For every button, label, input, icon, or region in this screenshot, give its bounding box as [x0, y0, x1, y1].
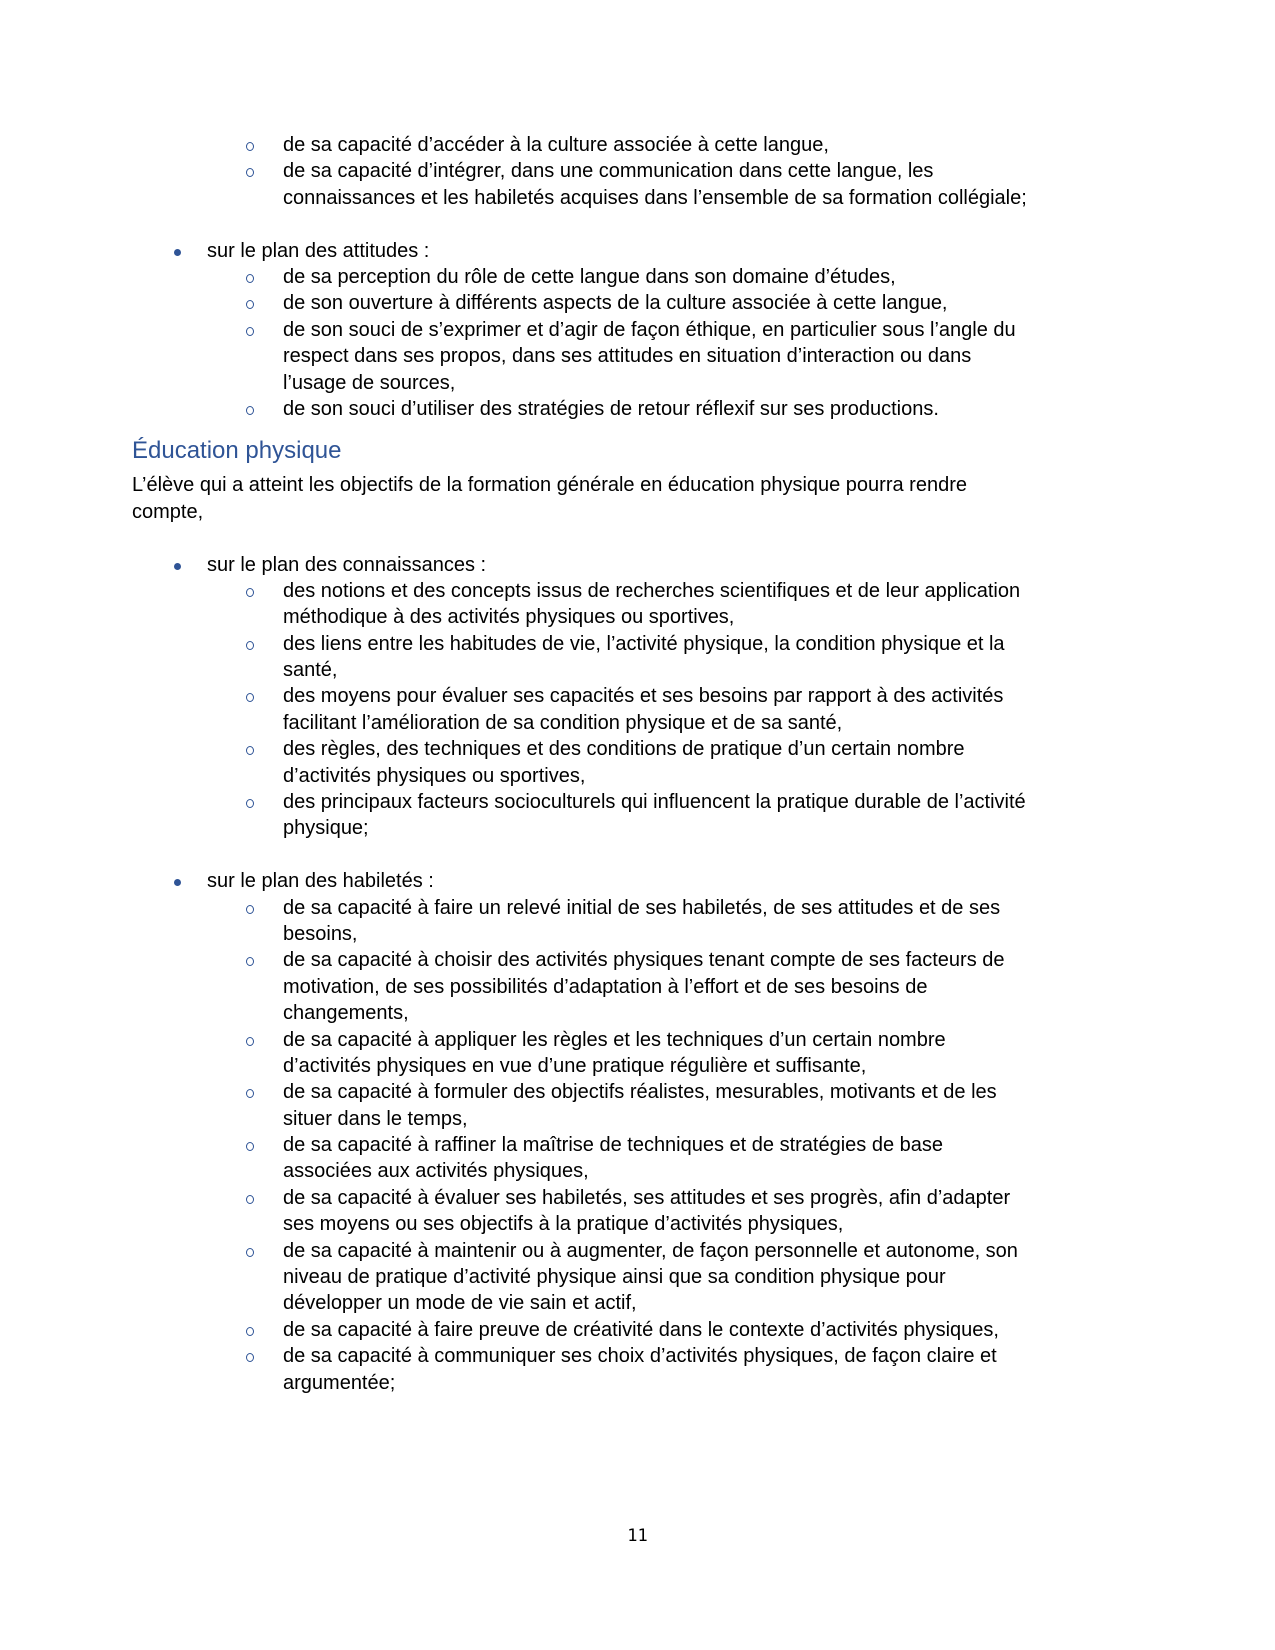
list-item-text: motivation, de ses possibilités d’adaptation à l’effort et de ses besoins de [283, 975, 928, 998]
list-item-line [132, 789, 1132, 815]
continuation-sublist [132, 132, 1132, 211]
bullet-dot-icon [174, 879, 181, 886]
list-item-text: des moyens pour évaluer ses capacités et ses besoins par rapport à des activités [283, 685, 1004, 708]
connaissances-bullet [132, 552, 1132, 578]
list-item-line [132, 132, 1132, 158]
bullet-circle-icon [246, 693, 254, 702]
attitudes-label: sur le plan des attitudes : [207, 239, 430, 262]
list-item-text: de son ouverture à différents aspects de la culture associée à cette langue, [283, 292, 948, 315]
list-item-line [132, 974, 1132, 1000]
section-intro [132, 472, 1132, 525]
section-heading: Éducation physique [132, 437, 342, 465]
list-item-text: besoins, [283, 922, 358, 945]
list-item-line [132, 1000, 1132, 1026]
bullet-circle-icon [246, 1037, 254, 1046]
list-item-text: respect dans ses propos, dans ses attitudes en situation d’interaction ou dans [283, 345, 972, 368]
list-item-text: physique; [283, 817, 369, 840]
list-item-line [132, 1106, 1132, 1132]
list-item-text: niveau de pratique d’activité physique ainsi que sa condition physique pour [283, 1266, 946, 1289]
bullet-circle-icon [246, 1089, 254, 1098]
list-item-line [132, 1238, 1132, 1264]
list-item-text: ses moyens ou ses objectifs à la pratique d’activités physiques, [283, 1213, 844, 1236]
bullet-circle-icon [246, 168, 254, 177]
list-item-text: l’usage de sources, [283, 371, 456, 394]
bullet-circle-icon [246, 1248, 254, 1257]
list-item-text: de sa capacité à faire un relevé initial de ses habiletés, de ses attitudes et de ses [283, 896, 1001, 919]
list-item-line [132, 185, 1132, 211]
list-item-line [132, 370, 1132, 396]
bullet-circle-icon [246, 588, 254, 597]
list-item-text: de sa capacité à maintenir ou à augmenter, de façon personnelle et autonome, son [283, 1239, 1018, 1262]
list-item-text: de sa perception du rôle de cette langue dans son domaine d’études, [283, 265, 896, 288]
list-item-line [132, 815, 1132, 841]
list-item-text: de sa capacité à formuler des objectifs réalistes, mesurables, motivants et de les [283, 1081, 997, 1104]
list-item-text: d’activités physiques ou sportives, [283, 764, 586, 787]
list-item-line [132, 763, 1132, 789]
list-item-line [132, 1158, 1132, 1184]
list-item-text: changements, [283, 1002, 409, 1025]
list-item-text: des principaux facteurs socioculturels qui influencent la pratique durable de l’activité [283, 791, 1026, 814]
bullet-circle-icon [246, 746, 254, 755]
list-item-line [132, 1185, 1132, 1211]
bullet-circle-icon [246, 641, 254, 650]
list-item-text: développer un mode de vie sain et actif, [283, 1292, 637, 1315]
list-item-text: facilitant l’amélioration de sa condition physique et de sa santé, [283, 711, 843, 734]
list-item-text: de sa capacité à choisir des activités physiques tenant compte de ses facteurs de [283, 949, 1005, 972]
bullet-circle-icon [246, 327, 254, 336]
list-item-line [132, 1211, 1132, 1237]
list-item-text: de sa capacité à appliquer les règles et les techniques d’un certain nombre [283, 1028, 946, 1051]
list-item-text: argumentée; [283, 1371, 396, 1394]
list-item-line [132, 1317, 1132, 1343]
list-item-text: des liens entre les habitudes de vie, l’activité physique, la condition physique et la [283, 632, 1005, 655]
intro-line: L’élève qui a atteint les objectifs de la formation générale en éducation physique pourra rendre [132, 474, 967, 497]
list-item-line [132, 1132, 1132, 1158]
list-item-line [132, 290, 1132, 316]
list-item-text: de son souci d’utiliser des stratégies de retour réflexif sur ses productions. [283, 397, 939, 420]
bullet-circle-icon [246, 905, 254, 914]
list-item-line [132, 1027, 1132, 1053]
list-item-line [132, 317, 1132, 343]
list-item-line [132, 947, 1132, 973]
list-item-text: de sa capacité d’intégrer, dans une communication dans cette langue, les [283, 160, 934, 183]
habiletes-sublist [132, 895, 1132, 1396]
list-item-text: de sa capacité à faire preuve de créativité dans le contexte d’activités physiques, [283, 1318, 999, 1341]
bullet-circle-icon [246, 274, 254, 283]
list-item-line [132, 1079, 1132, 1105]
list-item-line [132, 264, 1132, 290]
list-item-line [132, 657, 1132, 683]
list-item-line [132, 1370, 1132, 1396]
bullet-circle-icon [246, 1327, 254, 1336]
list-item-line [132, 710, 1132, 736]
list-item-line [132, 343, 1132, 369]
list-item-text: des notions et des concepts issus de recherches scientifiques et de leur application [283, 579, 1021, 602]
list-item-line [132, 683, 1132, 709]
page-number: 11 [627, 1526, 648, 1546]
bullet-circle-icon [246, 406, 254, 415]
list-item-text: méthodique à des activités physiques ou sportives, [283, 606, 735, 629]
page-content [132, 132, 1132, 1396]
attitudes-bullet [132, 238, 1132, 264]
list-item-line [132, 396, 1132, 422]
attitudes-sublist [132, 264, 1132, 422]
list-item-line [132, 1290, 1132, 1316]
intro-line: compte, [132, 500, 204, 523]
list-item-line [132, 631, 1132, 657]
bullet-circle-icon [246, 1195, 254, 1204]
bullet-circle-icon [246, 957, 254, 966]
connaissances-sublist [132, 578, 1132, 842]
list-item-text: des règles, des techniques et des conditions de pratique d’un certain nombre [283, 738, 965, 761]
list-item-line [132, 604, 1132, 630]
bullet-circle-icon [246, 300, 254, 309]
bullet-circle-icon [246, 1142, 254, 1151]
list-item-line [132, 921, 1132, 947]
list-item-line [132, 895, 1132, 921]
list-item-text: de sa capacité à évaluer ses habiletés, ses attitudes et ses progrès, afin d’adapter [283, 1186, 1011, 1209]
bullet-circle-icon [246, 1353, 254, 1362]
list-item-text: de son souci de s’exprimer et d’agir de façon éthique, en particulier sous l’angle du [283, 318, 1016, 341]
list-item-text: de sa capacité à raffiner la maîtrise de techniques et de stratégies de base [283, 1134, 944, 1157]
list-item-line [132, 1343, 1132, 1369]
list-item-text: d’activités physiques en vue d’une pratique régulière et suffisante, [283, 1054, 867, 1077]
list-item-line [132, 1053, 1132, 1079]
list-item-text: de sa capacité d’accéder à la culture associée à cette langue, [283, 134, 829, 156]
list-item-text: situer dans le temps, [283, 1107, 468, 1130]
bullet-dot-icon [174, 563, 181, 570]
connaissances-label: sur le plan des connaissances : [207, 553, 487, 576]
list-item-text: associées aux activités physiques, [283, 1160, 589, 1183]
bullet-dot-icon [174, 249, 181, 256]
list-item-line [132, 158, 1132, 184]
list-item-line [132, 578, 1132, 604]
bullet-circle-icon [246, 799, 254, 808]
list-item-line [132, 1264, 1132, 1290]
list-item-text: connaissances et les habiletés acquises dans l’ensemble de sa formation collégiale; [283, 186, 1027, 209]
habiletes-label: sur le plan des habiletés : [207, 870, 434, 893]
habiletes-bullet [132, 868, 1132, 894]
bullet-circle-icon [246, 142, 254, 151]
list-item-text: santé, [283, 659, 338, 682]
list-item-line [132, 736, 1132, 762]
list-item-text: de sa capacité à communiquer ses choix d’activités physiques, de façon claire et [283, 1345, 997, 1368]
